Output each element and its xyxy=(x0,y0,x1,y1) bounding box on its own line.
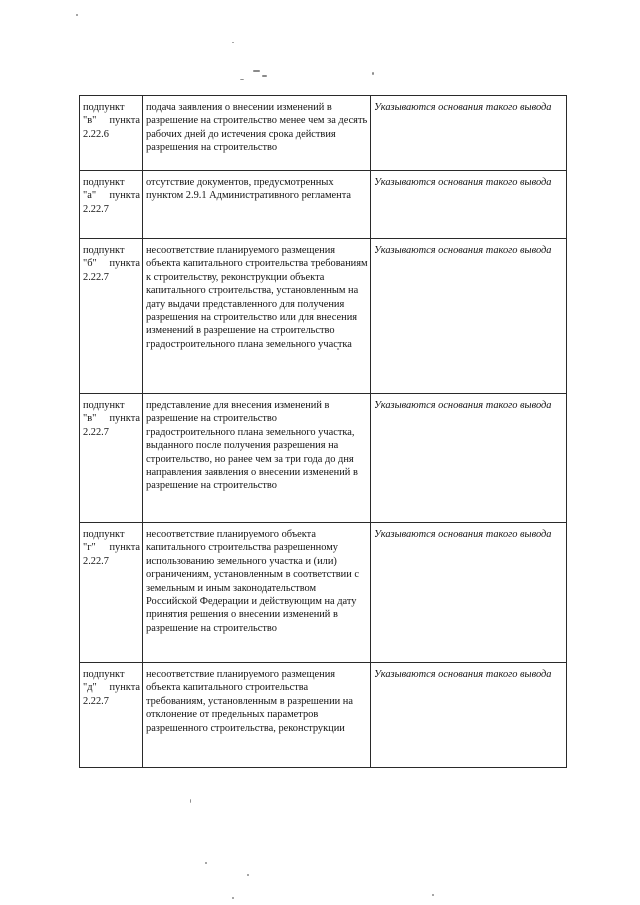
item-reference-cell xyxy=(80,239,143,394)
item-reference-line: "г" пункта xyxy=(83,542,140,554)
scan-speck xyxy=(190,799,191,803)
item-reference-line: подпункт xyxy=(83,177,125,188)
explanation-cell: Указываются основания такого вывода xyxy=(371,523,567,663)
item-reference-cell xyxy=(80,523,143,663)
refusal-ground-cell: несоответствие планируемого размещения объекта капитального строительства требованиям, установленным в разрешении на отклонение от предельных параметров разрешенного строительства, реконструкции xyxy=(143,663,371,768)
explanation-cell: Указываются основания такого вывода xyxy=(371,394,567,523)
table-row xyxy=(80,171,567,239)
item-reference-line: подпункт xyxy=(83,400,125,411)
item-reference-line: подпункт xyxy=(83,245,125,256)
scan-speck xyxy=(253,70,260,72)
scan-speck xyxy=(372,72,374,75)
refusal-ground-cell: несоответствие планируемого размещения объекта капитального строительства требованиям к строительству, реконструкции объекта капитального строительства, установленным на дату выдачи представленного для получения разрешения на строительство или для внесения изменений в разрешение на строительство градостроительного плана земельного участка xyxy=(143,239,371,394)
item-reference-cell xyxy=(80,663,143,768)
scan-speck xyxy=(205,862,207,864)
item-reference-line: 2.22.7 xyxy=(83,271,109,283)
item-reference-line: "в" пункта xyxy=(83,413,140,425)
item-reference-line: "в" пункта xyxy=(83,115,140,127)
scan-speck xyxy=(232,42,234,43)
item-reference-line: подпункт xyxy=(83,102,125,113)
scan-speck xyxy=(76,14,78,16)
scan-speck xyxy=(232,897,234,899)
item-reference-line: "д" пункта xyxy=(83,682,140,694)
explanation-cell: Указываются основания такого вывода xyxy=(371,171,567,239)
item-reference-cell xyxy=(80,394,143,523)
explanation-cell: Указываются основания такого вывода xyxy=(371,663,567,768)
item-reference-line: подпункт xyxy=(83,529,125,540)
item-reference-line: 2.22.7 xyxy=(83,426,109,438)
table-row xyxy=(80,663,567,768)
refusal-ground-cell: отсутствие документов, предусмотренных пунктом 2.9.1 Административного регламента xyxy=(143,171,371,239)
table-row xyxy=(80,96,567,171)
scan-speck xyxy=(247,874,249,876)
table-row xyxy=(80,523,567,663)
explanation-cell: Указываются основания такого вывода xyxy=(371,239,567,394)
item-reference-cell xyxy=(80,96,143,171)
refusal-ground-cell: представление для внесения изменений в разрешение на строительство градостроительного плана земельного участка, выданного после получения разрешения на строительство, но ранее чем за три года до дня направления заявления о внесении изменений в разрешение на строительство xyxy=(143,394,371,523)
item-reference-line: 2.22.7 xyxy=(83,695,109,707)
table-row xyxy=(80,239,567,394)
scan-speck xyxy=(240,79,244,80)
scan-speck xyxy=(432,894,434,896)
item-reference-line: подпункт xyxy=(83,669,125,680)
item-reference-line: 2.22.6 xyxy=(83,128,109,140)
scan-speck xyxy=(262,75,267,77)
item-reference-line: "а" пункта xyxy=(83,190,140,202)
explanation-cell: Указываются основания такого вывода xyxy=(371,96,567,171)
item-reference-line: 2.22.7 xyxy=(83,555,109,567)
item-reference-line: 2.22.7 xyxy=(83,203,109,215)
item-reference-cell xyxy=(80,171,143,239)
refusal-ground-cell: подача заявления о внесении изменений в разрешение на строительство менее чем за десять рабочих дней до истечения срока действия разрешения на строительство xyxy=(143,96,371,171)
item-reference-line: "б" пункта xyxy=(83,258,140,270)
table-row xyxy=(80,394,567,523)
grounds-table xyxy=(79,95,567,768)
refusal-ground-cell: несоответствие планируемого объекта капитального строительства разрешенному использованию земельного участка и (или) ограничениям, установленным в соответствии с земельным и иным законодательством Российской Федерации и действующим на дату принятия решения о внесении изменений в разрешение на строительство xyxy=(143,523,371,663)
